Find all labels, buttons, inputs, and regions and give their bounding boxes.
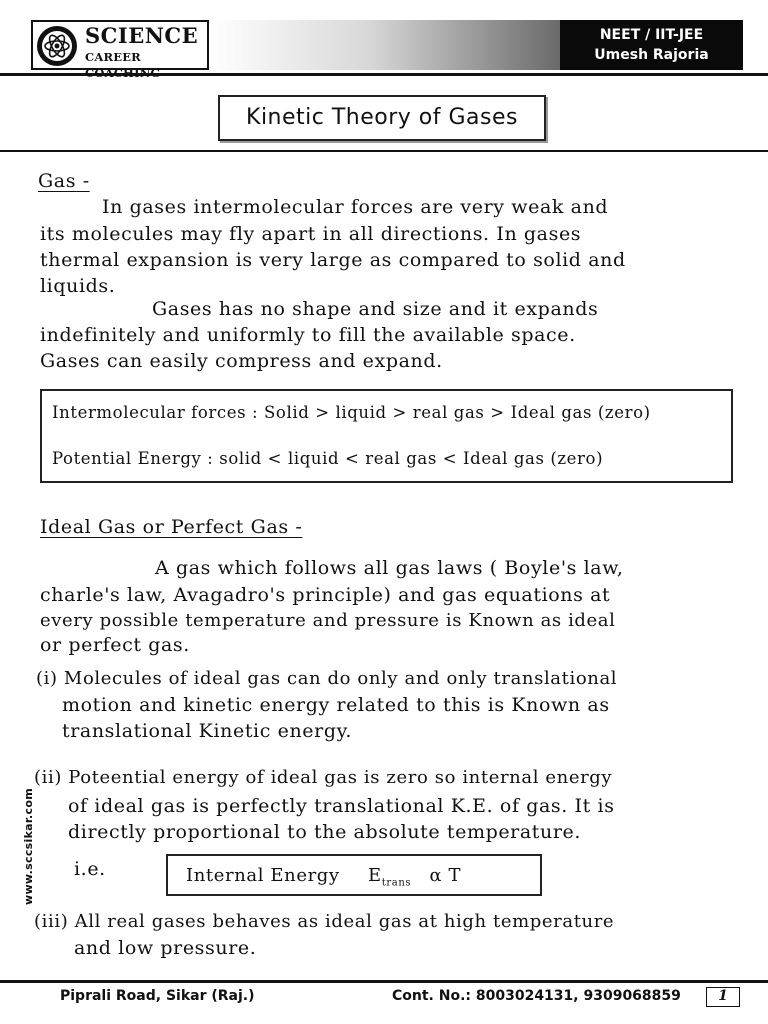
exam-label: NEET / IIT-JEE [599,27,704,43]
gas-line: indefinitely and uniformly to fill the available space. [40,324,576,346]
point-one-line: (i) Molecules of ideal gas can do only and only translational [36,668,618,689]
formula-relation: α T [429,865,462,886]
atom-emblem-icon [36,25,78,67]
ideal-gas-heading: Ideal Gas or Perfect Gas - [40,516,303,538]
logo-subtitle: CAREER [85,50,141,64]
point-three-line: (iii) All real gases behaves as ideal gas at high temperature [34,911,615,932]
author-name: Umesh Rajoria [594,47,709,63]
header-gradient-band [210,20,560,70]
logo [31,20,209,70]
gas-heading: Gas - [38,170,90,192]
comparison-box [40,389,733,483]
gas-line: thermal expansion is very large as compared to solid and [40,249,626,271]
header-info-panel [560,20,743,70]
ideal-line: A gas which follows all gas laws ( Boyle's law, [155,557,624,579]
gas-line: liquids. [40,275,116,297]
point-two-line: (ii) Poteential energy of ideal gas is zero so internal energy [34,767,613,788]
logo-title: SCIENCE [85,23,199,48]
gas-line: In gases intermolecular forces are very weak and [102,196,609,218]
gas-line: its molecules may fly apart in all directions. In gases [40,223,582,245]
formula-text [186,865,461,889]
page-title: Kinetic Theory of Gases [218,95,546,141]
potential-energy-order: Potential Energy : solid < liquid < real gas < Ideal gas (zero) [52,449,604,468]
point-two-line: directly proportional to the absolute temperature. [68,821,582,843]
formula-subscript: trans [381,877,412,889]
intermolecular-forces-order: Intermolecular forces : Solid > liquid > real gas > Ideal gas (zero) [52,403,651,422]
ideal-line: charle's law, Avagadro's principle) and gas equations at [40,584,611,606]
ideal-line: or perfect gas. [40,634,190,656]
header-divider [0,73,768,76]
point-one-line: translational Kinetic energy. [62,720,353,742]
footer-contact: Cont. No.: 8003024131, 9309068859 [392,988,681,1004]
point-three-line: and low pressure. [74,937,257,959]
gas-line: Gases has no shape and size and it expands [152,298,599,320]
page-header [0,0,768,78]
ie-label: i.e. [74,858,106,880]
title-divider [0,150,768,152]
formula-label: Internal Energy [186,865,340,886]
point-one-line: motion and kinetic energy related to this is Known as [62,694,610,716]
footer-divider [0,980,768,983]
footer-address: Piprali Road, Sikar (Raj.) [60,988,255,1004]
formula-symbol: E [368,865,382,886]
formula-box [166,854,542,896]
website-url: www.sccsikar.com [22,788,35,905]
point-two-line: of ideal gas is perfectly translational K.E. of gas. It is [68,795,615,817]
page-number: 1 [706,987,740,1007]
ideal-line: every possible temperature and pressure is Known as ideal [40,610,616,631]
gas-line: Gases can easily compress and expand. [40,350,443,372]
